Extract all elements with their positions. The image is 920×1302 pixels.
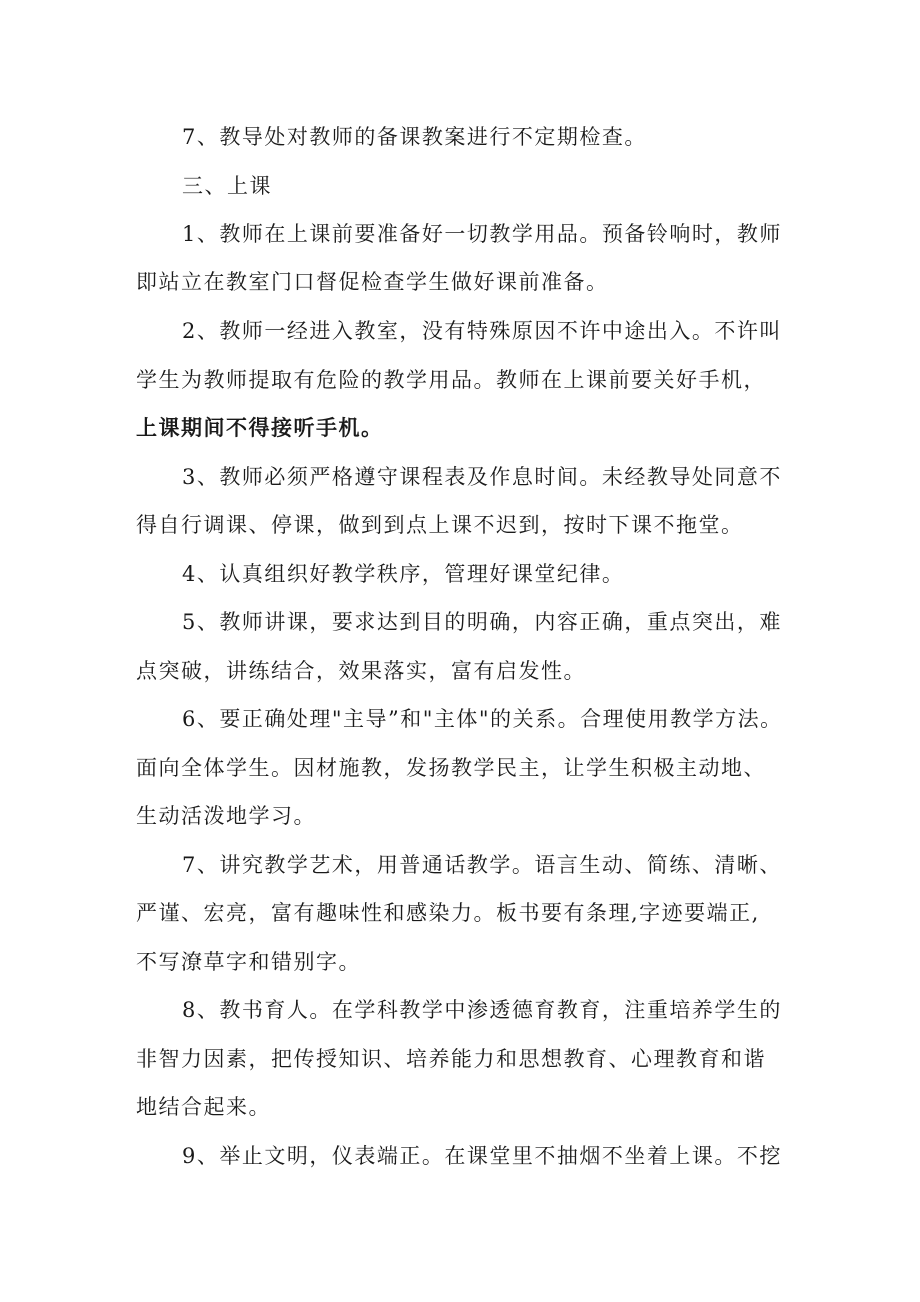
paragraph-6-line-1: 6、要正确处理"主导”和"主体"的关系。合理使用教学方法。 (182, 707, 783, 731)
paragraph-3-line-1: 3、教师必须严格遵守课程表及作息时间。未经教导处同意不 (182, 465, 782, 489)
paragraph-7-line-3: 不写潦草字和错别字。 (136, 950, 361, 974)
paragraph-8-line-2: 非智力因素，把传授知识、培养能力和思想教育、心理教育和谐 (136, 1047, 766, 1071)
section-heading-class: 三、上课 (182, 174, 272, 198)
paragraph-8-line-1: 8、教书育人。在学科教学中渗透德育教育，注重培养学生的 (182, 998, 782, 1022)
paragraph-1-line-2: 即站立在教室门口督促检查学生做好课前准备。 (136, 270, 609, 294)
paragraph-8-line-3: 地结合起来。 (136, 1095, 271, 1119)
paragraph-6-line-2: 面向全体学生。因材施教，发扬教学民主，让学生积极主动地、 (136, 756, 766, 780)
paragraph-2-line-3: 上课期间不得接听手机。 (136, 415, 384, 440)
paragraph-2-line-2: 学生为教师提取有危险的教学用品。教师在上课前要关好手机， (136, 368, 766, 392)
paragraph-6-line-3: 生动活泼地学习。 (136, 804, 316, 828)
paragraph-7-line-1: 7、讲究教学艺术，用普通话教学。语言生动、简练、清晰、 (182, 853, 782, 877)
paragraph-5-line-2: 点突破，讲练结合，效果落实，富有启发性。 (136, 659, 586, 683)
paragraph-7-check-lesson-plans: 7、教导处对教师的备课教案进行不定期检查。 (182, 125, 647, 149)
paragraph-1-line-1: 1、教师在上课前要准备好一切教学用品。预备铃响时，教师 (182, 222, 782, 246)
paragraph-5-line-1: 5、教师讲课，要求达到目的明确，内容正确，重点突出，难 (182, 610, 782, 634)
paragraph-7-line-2: 严谨、宏亮，富有趣味性和感染力。板书要有条理,字迹要端正, (136, 901, 760, 925)
paragraph-2-line-1: 2、教师一经进入教室，没有特殊原因不许中途出入。不许叫 (182, 319, 782, 343)
paragraph-4: 4、认真组织好教学秩序，管理好课堂纪律。 (182, 562, 625, 586)
paragraph-3-line-2: 得自行调课、停课，做到到点上课不迟到，按时下课不拖堂。 (136, 513, 744, 537)
paragraph-9-line-1: 9、举止文明，仪表端正。在课堂里不抽烟不坐着上课。不挖 (182, 1144, 782, 1168)
